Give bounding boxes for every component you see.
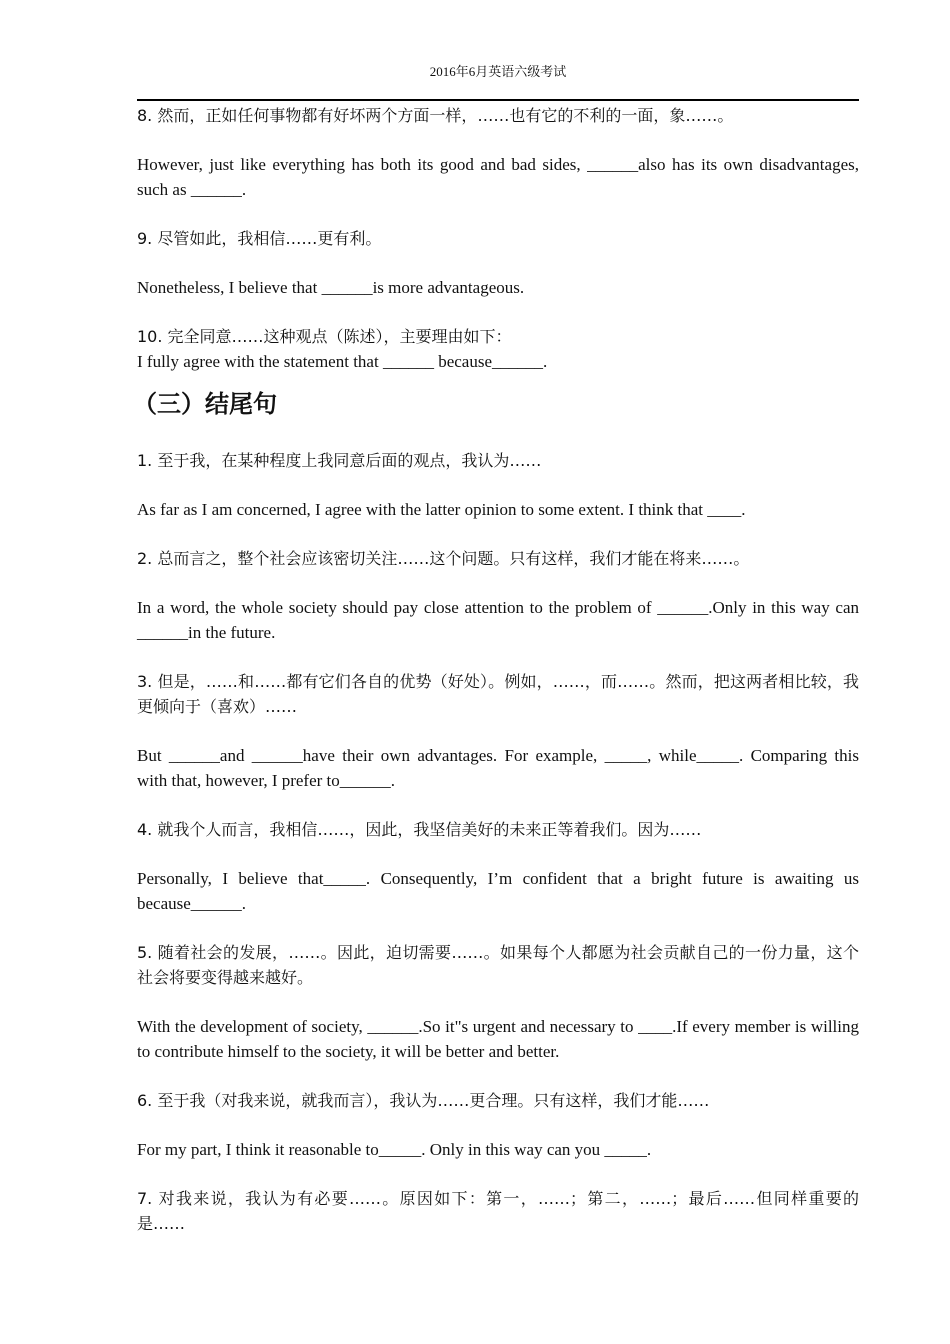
closing-3-english: But ______and ______have their own advantages. For example, _____, while_____. Comparing this with that, however, I prefer to______.	[137, 746, 859, 790]
item-8-english: However, just like everything has both its good and bad sides, ______also has its own disadvantages, such as ______.	[137, 155, 859, 199]
section-title: （三）结尾句	[133, 390, 277, 418]
closing-5-chinese: 5. 随着社会的发展，……。因此，迫切需要……。如果每个人都愿为社会贡献自己的一份力量，这个社会将要变得越来越好。	[137, 943, 859, 987]
closing-6-english: For my part, I think it reasonable to_____. Only in this way can you _____.	[137, 1140, 652, 1159]
closing-3-chinese: 3. 但是，……和……都有它们各自的优势（好处）。例如，……，而……。然而，把这两者相比较，我更倾向于（喜欢）……	[137, 672, 859, 716]
item-10-english: I fully agree with the statement that ______ because______.	[137, 352, 548, 371]
closing-1-english: As far as I am concerned, I agree with the latter opinion to some extent. I think that ____.	[137, 500, 746, 519]
item-9-chinese: 9. 尽管如此，我相信……更有利。	[137, 229, 382, 248]
closing-5-english: With the development of society, ______.So it"s urgent and necessary to ____.If every member is willing to contribute himself to the society, it will be better and better.	[137, 1017, 859, 1061]
item-9-english: Nonetheless, I believe that ______is more advantageous.	[137, 278, 525, 297]
page-header: 2016年6月英语六级考试	[429, 64, 567, 79]
document-body	[133, 103, 859, 1236]
closing-2-chinese: 2. 总而言之，整个社会应该密切关注……这个问题。只有这样，我们才能在将来……。	[137, 549, 750, 568]
closing-4-chinese: 4. 就我个人而言，我相信……，因此，我坚信美好的未来正等着我们。因为……	[137, 820, 702, 839]
closing-4-english: Personally, I believe that_____. Consequently, I’m confident that a bright future is awaiting us because______.	[137, 869, 859, 913]
header-rule	[137, 99, 859, 101]
closing-6-chinese: 6. 至于我（对我来说，就我而言），我认为……更合理。只有这样，我们才能……	[137, 1091, 710, 1110]
closing-1-chinese: 1. 至于我，在某种程度上我同意后面的观点，我认为……	[137, 451, 542, 470]
closing-2-english: In a word, the whole society should pay close attention to the problem of ______.Only in this way can ______in the future.	[137, 598, 859, 642]
item-10-chinese: 10. 完全同意……这种观点（陈述），主要理由如下：	[137, 327, 512, 346]
closing-7-chinese: 7. 对我来说，我认为有必要……。原因如下：第一，……；第二，……；最后……但同样重要的是……	[137, 1189, 859, 1233]
item-8-chinese: 8. 然而，正如任何事物都有好坏两个方面一样，……也有它的不利的一面，象……。	[137, 106, 734, 125]
